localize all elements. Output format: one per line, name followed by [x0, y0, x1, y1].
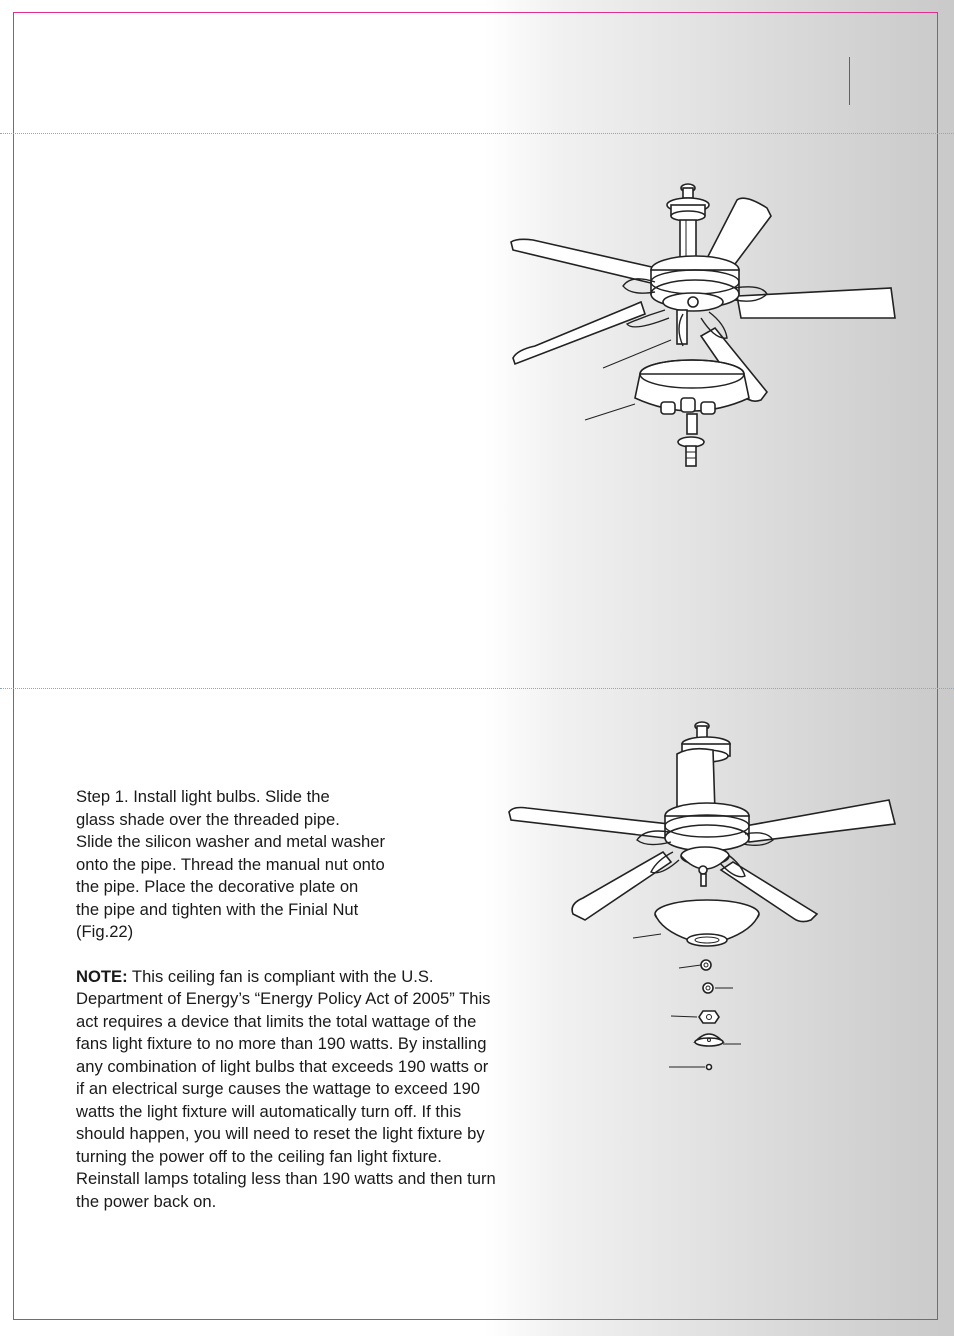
step-1-instructions: Step 1. Install light bulbs. Slide the glass shade over the threaded pipe. Slide the silicon washer and metal washer onto the pipe. Thread the manual nut onto the pipe. Place the decorative plate on the pipe and tighten with the Finial Nut (Fig.22)	[76, 787, 385, 941]
header-accent-bar	[849, 57, 850, 105]
note-text: This ceiling fan is compliant with the U.S. Department of Energy’s “Energy Policy Act of 2005” This act requires a device that limits the total wattage of the fans light fixture to no more than 190 watts. By installing any combination of light bulbs that exceeds 190 watts or if an electrical surge causes the wattage to exceed 190 watts the light fixture will automatically turn off. If this should happen, you will need to reset the light fixture by turning the power off to the ceiling fan light fixture. Reinstall lamps totaling less than 190 watts and then turn the power back on.	[76, 966, 496, 1211]
glass-shade-exploded-figure	[505, 720, 900, 1080]
fan-light-kit-figure	[505, 178, 900, 470]
note-paragraph	[76, 966, 496, 1214]
note-label: NOTE:	[76, 966, 128, 986]
section-divider-middle	[0, 688, 954, 689]
section-divider-top	[0, 133, 954, 134]
instructions-text	[76, 786, 496, 1213]
